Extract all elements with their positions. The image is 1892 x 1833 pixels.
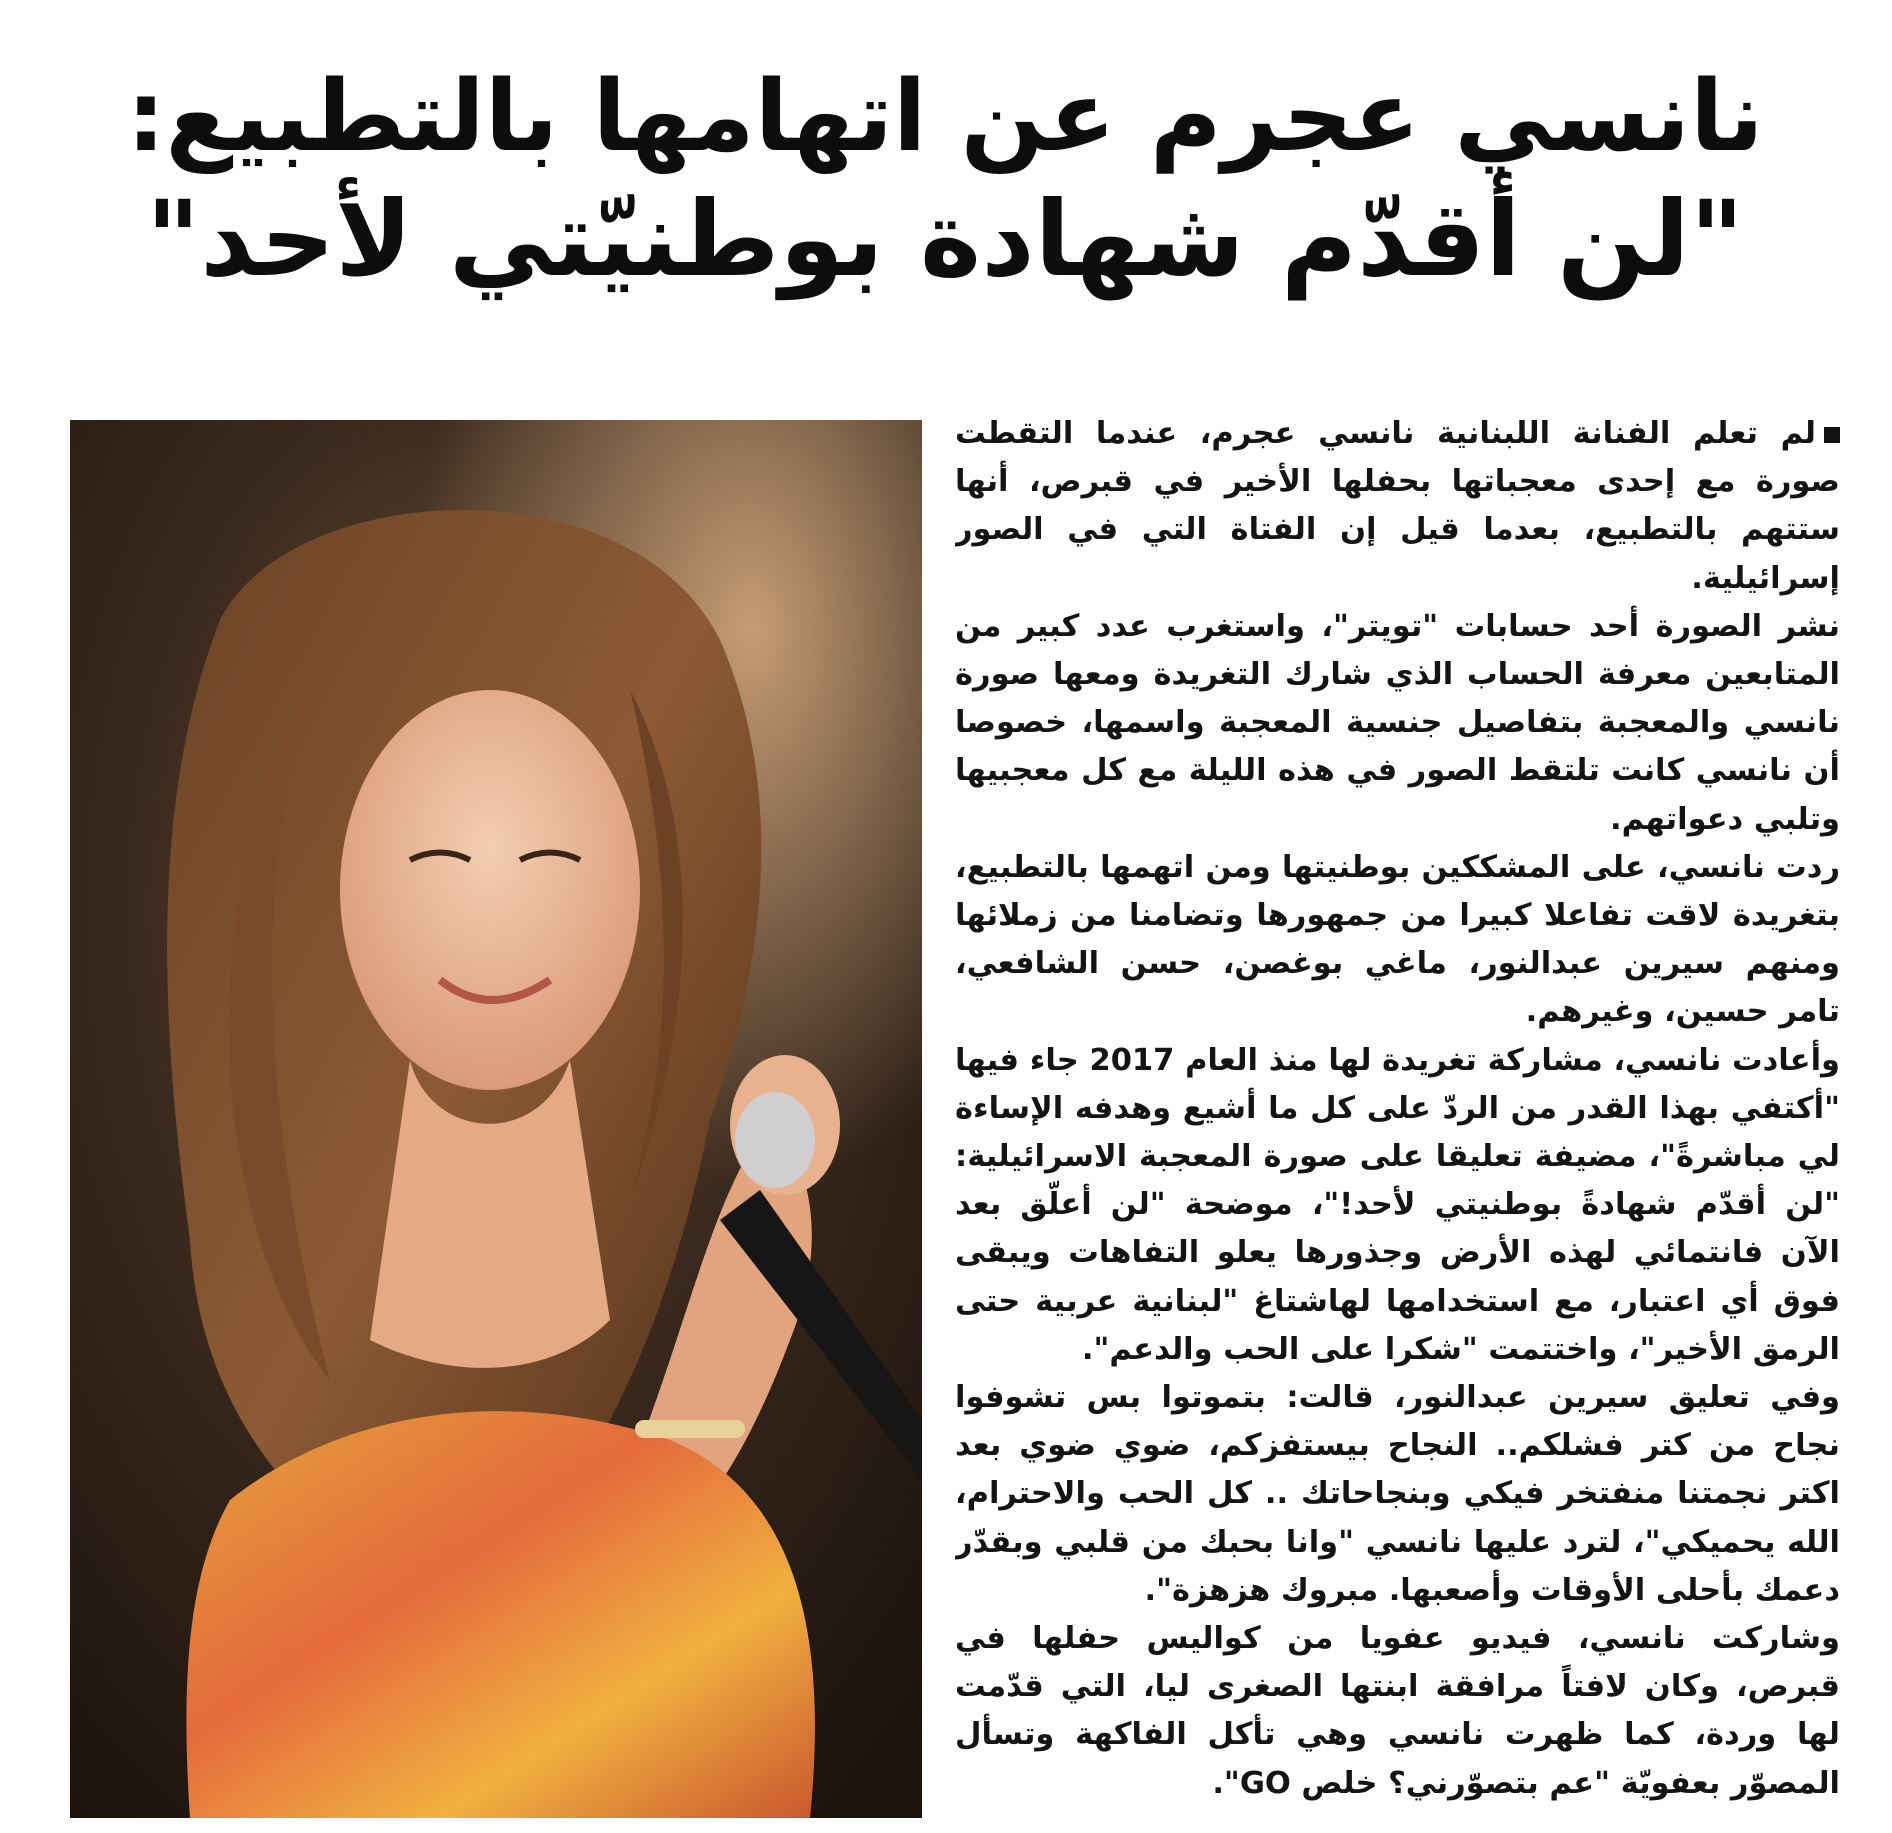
article-paragraph: نشر الصورة أحد حسابات "تويتر"، واستغرب عدد كبير من المتابعين معرفة الحساب الذي شارك التغريدة ومعها صورة نانسي والمعجبة بتفاصيل جنسية المعجبة واسمها، خصوصا أن نانسي كانت تلتقط الصور في هذه الليلة مع كل معجبيها وتلبي دعواتهم.	[955, 608, 1840, 837]
headline	[40, 61, 1850, 299]
portrait-photo-icon	[70, 420, 922, 1818]
bullet-square-icon	[1824, 427, 1840, 443]
portrait-photo	[70, 420, 922, 1818]
headline-line-2: "لن أقدّم شهادة بوطنيّتي لأحد"	[146, 178, 1744, 301]
article-body	[955, 410, 1840, 1820]
article-paragraph: وشاركت نانسي، فيديو عفويا من كواليس حفلها في قبرص، وكان لافتاً مرافقة ابنتها الصغرى ليا، التي قدّمت لها وردة، كما ظهرت نانسي وهي تأكل الفاكهة وتسأل المصوّر بعفويّة "عم بتصوّرني؟ خلص GO".	[955, 1621, 1840, 1801]
article-paragraph: لم تعلم الفنانة اللبنانية نانسي عجرم، عندما التقطت صورة مع إحدى معجباتها بحفلها الأخير في قبرص، أنها ستتهم بالتطبيع، بعدما قيل إن الفتاة التي في الصور إسرائيلية.	[955, 416, 1840, 596]
headline-line-1: نانسي عجرم عن اتهامها بالتطبيع:	[126, 60, 1764, 175]
article-paragraph: ردت نانسي، على المشككين بوطنيتها ومن اتهمها بالتطبيع، بتغريدة لاقت تفاعلا كبيرا من جمهورها وتضامنا من زملائها ومنهم سيرين عبدالنور، ماغي بوغصن، حسن الشافعي، تامر حسين، وغيرهم.	[955, 849, 1840, 1030]
article-paragraph: وفي تعليق سيرين عبدالنور، قالت: بتموتوا بس تشوفوا نجاح من كتر فشلكم.. النجاح بيستفزكم، ضوي ضوي بعد اكتر نجمتنا منفتخر فيكي وبنجاحاتك .. كل الحب والاحترام، الله يحميكي"، لترد عليها نانسي "وانا بحبك من قلبي وبقدّر دعمك بأحلى الأوقات وأصعبها. مبروك هزهزة".	[955, 1380, 1840, 1608]
article-paragraph: وأعادت نانسي، مشاركة تغريدة لها منذ العام 2017 جاء فيها "أكتفي بهذا القدر من الردّ على كل ما أشيع وهدفه الإساءة لي مباشرةً"، مضيفة تعليقا على صورة المعجبة الاسرائيلية: "لن أقدّم شهادةً بوطنيتي لأحد!"، موضحة "لن أعلّق بعد الآن فانتمائي لهذه الأرض وجذورها يعلو التفاهات ويبقى فوق أي اعتبار، مع استخدامها لهاشتاغ "لبنانية عربية حتى الرمق الأخير"، واختتمت "شكرا على الحب والدعم".	[955, 1042, 1840, 1367]
